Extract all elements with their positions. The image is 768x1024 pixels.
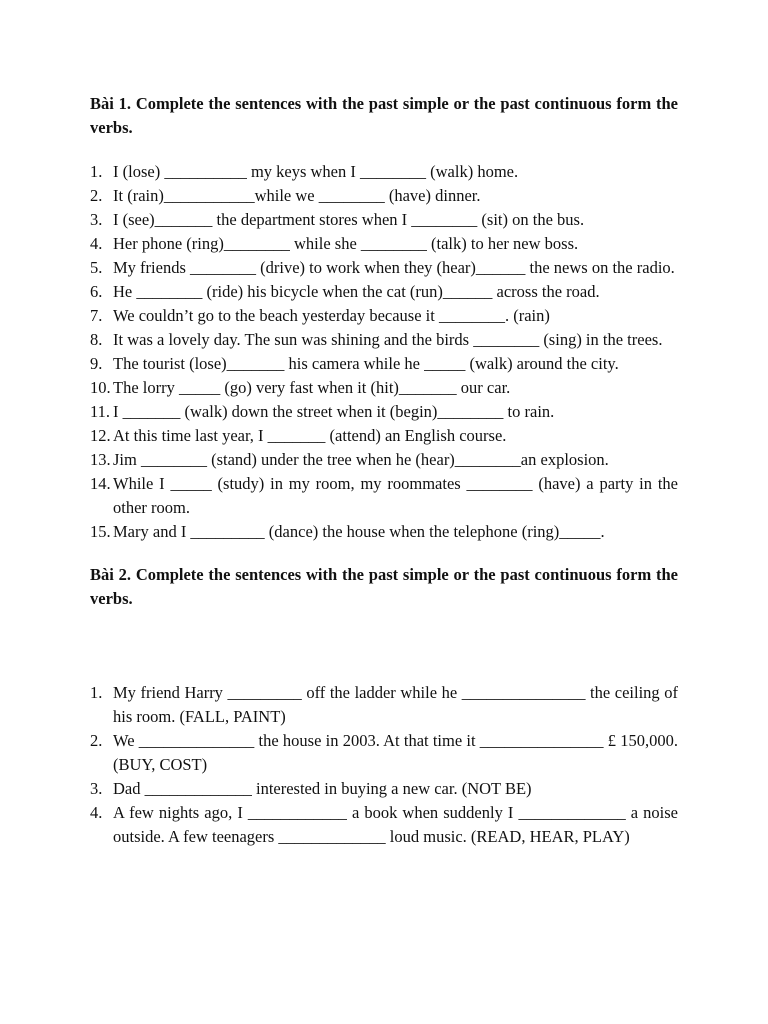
item-number: 15.: [90, 522, 111, 541]
list-item: [90, 232, 678, 256]
sentence-text: The lorry _____ (go) very fast when it (hit)_______ our car.: [113, 378, 511, 397]
item-number: 7.: [90, 306, 103, 325]
exercise-1-heading: Bài 1. Complete the sentences with the past simple or the past continuous form the verbs.: [90, 94, 678, 137]
item-number: 6.: [90, 282, 103, 301]
list-item: [90, 729, 678, 777]
list-item: [90, 184, 678, 208]
section-spacer: [90, 544, 678, 563]
item-number: 4.: [90, 234, 103, 253]
item-number: 8.: [90, 330, 103, 349]
sentence-text: I (lose) __________ my keys when I ________ (walk) home.: [113, 162, 519, 181]
list-item: [90, 160, 678, 184]
item-number: 3.: [90, 779, 103, 798]
item-number: 11.: [90, 402, 111, 421]
list-item: [90, 777, 678, 801]
list-item: [90, 801, 678, 849]
item-number: 9.: [90, 354, 103, 373]
list-item: [90, 520, 678, 544]
list-item: [90, 400, 678, 424]
sentence-text: Dad _____________ interested in buying a new car. (NOT BE): [113, 779, 532, 798]
list-item: [90, 681, 678, 729]
list-item: [90, 304, 678, 328]
sentence-text: While I _____ (study) in my room, my roommates ________ (have) a party in the other room.: [113, 474, 678, 517]
item-number: 1.: [90, 162, 103, 181]
sentence-text: We couldn’t go to the beach yesterday because it ________. (rain): [113, 306, 550, 325]
item-number: 2.: [90, 186, 103, 205]
sentence-text: A few nights ago, I ____________ a book when suddenly I _____________ a noise outside. A few teenagers _____________ loud music. (READ, HEAR, PLAY): [113, 803, 678, 846]
item-number: 5.: [90, 258, 103, 277]
item-number: 12.: [90, 426, 111, 445]
item-number: 10.: [90, 378, 111, 397]
item-number: 13.: [90, 450, 111, 469]
list-item: [90, 424, 678, 448]
item-number: 2.: [90, 731, 103, 750]
sentence-text: Her phone (ring)________ while she ________ (talk) to her new boss.: [113, 234, 579, 253]
list-item: [90, 280, 678, 304]
item-number: 4.: [90, 803, 103, 822]
sentence-text: It was a lovely day. The sun was shining and the birds ________ (sing) in the trees.: [113, 330, 663, 349]
sentence-text: It (rain)___________while we ________ (have) dinner.: [113, 186, 481, 205]
exercise-1-list: [90, 160, 678, 544]
item-number: 1.: [90, 683, 103, 702]
worksheet-page: [90, 92, 678, 849]
sentence-text: Mary and I _________ (dance) the house when the telephone (ring)_____.: [113, 522, 605, 541]
list-item: [90, 352, 678, 376]
sentence-text: We ______________ the house in 2003. At that time it _______________ £ 150,000. (BUY, COST): [113, 731, 678, 774]
sentence-text: I (see)_______ the department stores when I ________ (sit) on the bus.: [113, 210, 585, 229]
sentence-text: My friends ________ (drive) to work when they (hear)______ the news on the radio.: [113, 258, 675, 277]
item-number: 14.: [90, 474, 111, 493]
list-item: [90, 472, 678, 520]
list-item: [90, 256, 678, 280]
list-item: [90, 208, 678, 232]
list-item: [90, 328, 678, 352]
list-item: [90, 448, 678, 472]
sentence-text: He ________ (ride) his bicycle when the cat (run)______ across the road.: [113, 282, 600, 301]
sentence-text: My friend Harry _________ off the ladder while he _______________ the ceiling of his room. (FALL, PAINT): [113, 683, 678, 726]
sentence-text: I _______ (walk) down the street when it (begin)________ to rain.: [113, 402, 555, 421]
exercise-2-list: [90, 681, 678, 849]
sentence-text: The tourist (lose)_______ his camera while he _____ (walk) around the city.: [113, 354, 619, 373]
sentence-text: Jim ________ (stand) under the tree when he (hear)________an explosion.: [113, 450, 609, 469]
sentence-text: At this time last year, I _______ (attend) an English course.: [113, 426, 507, 445]
exercise-2-heading: Bài 2. Complete the sentences with the past simple or the past continuous form the verbs.: [90, 565, 678, 608]
item-number: 3.: [90, 210, 103, 229]
list-item: [90, 376, 678, 400]
